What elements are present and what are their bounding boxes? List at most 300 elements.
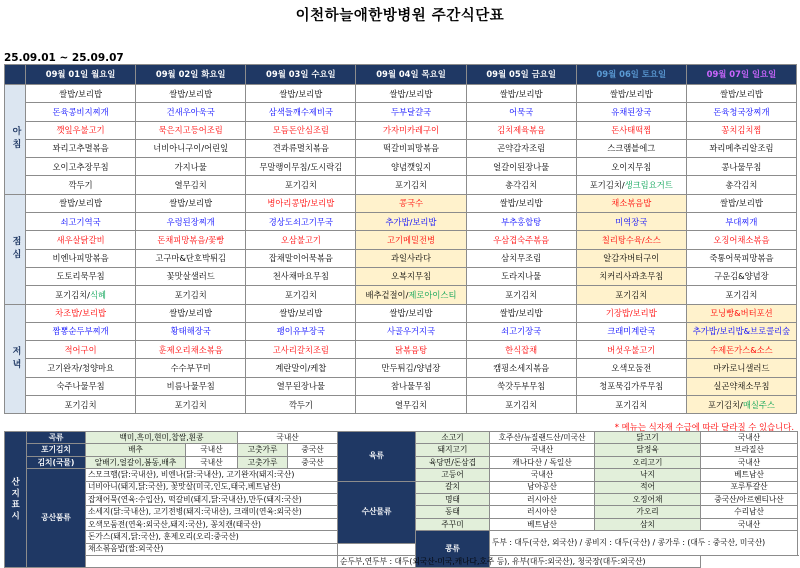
menu-item: 쌀밥/보리밥	[169, 308, 213, 319]
menu-item: 열무된장나물	[276, 381, 325, 392]
menu-item: 숙주나물무침	[56, 381, 105, 392]
menu-cell-mon	[26, 267, 136, 285]
menu-item: 꽈리메추리알조림	[709, 143, 774, 154]
menu-item: 포기김치	[284, 179, 317, 190]
menu-item: 도토리묵무침	[56, 271, 105, 282]
menu-item: 깻잎우불고기	[56, 125, 105, 136]
menu-cell-fri	[466, 194, 576, 212]
menu-cell-tue	[136, 158, 246, 176]
menu-item: 천사채마요무침	[272, 271, 329, 282]
kimchi-pepper: 고춧가루	[238, 444, 288, 456]
menu-row	[5, 213, 797, 231]
menu-cell-fri	[466, 322, 576, 340]
menu-item: 황태해장국	[170, 326, 211, 337]
menu-cell-tue	[136, 85, 246, 103]
menu-item: 한식잡채	[505, 344, 538, 355]
meat-origin2-0: 국내산	[701, 432, 798, 444]
day-header-thu: 09월 04일 목요일	[356, 65, 466, 85]
meat-origin-1: 국내산	[490, 444, 595, 456]
meat-origin2-2: 국내산	[701, 456, 798, 468]
processed-line-6: 채소볶음밥(쌀:외국산)	[86, 543, 338, 555]
menu-cell-mon	[26, 249, 136, 267]
sea-name2-4: 삼치	[595, 518, 701, 530]
header-corner	[5, 65, 26, 85]
menu-cell-wed	[246, 213, 356, 231]
menu-cell-mon	[26, 322, 136, 340]
menu-cell-fri	[466, 249, 576, 267]
menu-item: 오이지무침	[611, 161, 652, 172]
menu-cell-thu	[356, 121, 466, 139]
sea-name2-0: 낙지	[595, 469, 701, 481]
menu-cell-thu	[356, 359, 466, 377]
menu-item: 가자미카레구이	[382, 125, 440, 136]
menu-item: 쑥갓두부무침	[497, 381, 546, 392]
menu-cell-thu	[356, 139, 466, 157]
menu-item: 너비아니구이/어린잎	[153, 143, 229, 154]
menu-item: 쌀밥/보리밥	[609, 88, 653, 99]
sea-name-1: 갈치	[416, 481, 490, 493]
processed-line-2: 잡채어묵(연육:수입산), 떡갈비(돼지,닭:국내산),만두(돼지:국산)	[86, 493, 338, 505]
grain-value: 백미,흑미,현미,찹쌀,흰콩	[86, 432, 238, 444]
menu-cell-sat	[576, 267, 686, 285]
bean-label: 콩류	[416, 531, 490, 568]
menu-cell-thu	[356, 304, 466, 322]
menu-item: 모닝빵&버터포션	[710, 308, 773, 319]
menu-cell-sat	[576, 377, 686, 395]
menu-cell-wed	[246, 377, 356, 395]
menu-cell-fri	[466, 286, 576, 304]
menu-item: 쌀밥/보리밥	[499, 308, 543, 319]
menu-item: 오삼불고기	[280, 234, 321, 245]
menu-item: 오이고추장무침	[52, 161, 109, 172]
menu-cell-sun	[686, 176, 796, 194]
menu-cell-mon	[26, 176, 136, 194]
menu-cell-mon	[26, 85, 136, 103]
menu-cell-sat	[576, 121, 686, 139]
menu-item: 과일사라다	[390, 253, 432, 264]
menu-cell-wed	[246, 359, 356, 377]
menu-cell-wed	[246, 396, 356, 414]
meat-name2-0: 닭고기	[595, 432, 701, 444]
menu-change-note: * 메뉴는 식자재 수급에 따라 달라질 수 있습니다.	[614, 422, 794, 432]
menu-cell-tue	[136, 359, 246, 377]
sea-origin2-3: 수리남산	[701, 506, 798, 518]
menu-item: 쌀밥/보리밥	[719, 198, 763, 209]
menu-item: 포기김치	[174, 399, 207, 410]
menu-cell-fri	[466, 139, 576, 157]
menu-item: 쌀밥/보리밥	[389, 88, 433, 99]
weekly-menu-table	[4, 64, 797, 414]
processed-line-5: 돈가스(돼지,닭:국산), 훈제오리(오리:중국산)	[86, 531, 338, 543]
menu-item: 참나물무침	[390, 381, 432, 392]
menu-cell-wed	[246, 304, 356, 322]
sea-name2-2: 오징어채	[595, 493, 701, 505]
menu-cell-sun	[686, 249, 796, 267]
menu-cell-sat	[576, 341, 686, 359]
sea-origin-3: 러시아산	[490, 506, 595, 518]
menu-item-extra: 제로아이스티	[408, 289, 457, 300]
day-header-fri: 09월 05일 금요일	[466, 65, 576, 85]
menu-item: 고구마&단호박튀김	[155, 253, 226, 264]
menu-item: 깍두기	[68, 179, 93, 190]
menu-cell-mon	[26, 231, 136, 249]
menu-item: 계란말이/케찹	[275, 362, 327, 373]
menu-cell-sun	[686, 85, 796, 103]
menu-cell-wed	[246, 176, 356, 194]
page-title: 이천하늘애한방병원 주간식단표	[295, 8, 505, 24]
menu-row	[5, 377, 797, 395]
menu-cell-tue	[136, 213, 246, 231]
meat-name-2: 육당면/돈삼겹	[416, 456, 490, 468]
menu-cell-mon	[26, 304, 136, 322]
menu-item: 포기김치	[284, 289, 317, 300]
menu-item: 포기김치	[725, 289, 758, 300]
menu-cell-wed	[246, 194, 356, 212]
menu-item: 도라지나물	[501, 271, 542, 282]
menu-cell-fri	[466, 231, 576, 249]
menu-item: 쌀밥/보리밥	[499, 88, 543, 99]
meal-label: 저녁	[5, 304, 26, 414]
menu-row	[5, 121, 797, 139]
menu-item: 추가밥/보리밥&브로콜리숲	[692, 326, 791, 337]
meat-name-0: 소고기	[416, 432, 490, 444]
menu-item: 스크램블에그	[607, 143, 656, 154]
sea-origin2-1: 포루투갈산	[701, 481, 798, 493]
menu-row	[5, 249, 797, 267]
menu-cell-thu	[356, 213, 466, 231]
meat-name2-2: 오리고기	[595, 456, 701, 468]
menu-cell-tue	[136, 194, 246, 212]
menu-cell-tue	[136, 304, 246, 322]
bean-line-1: 순두부,연두부 : 대두(외국산-미국,캐나다,호주 등), 유부(대두:외국산), 청국장(대두:외국산)	[338, 555, 701, 567]
menu-item: 쌀밥/보리밥	[279, 308, 323, 319]
processed-line-0: 스모크햄(닭:국내산), 비엔나(닭:국내산), 고기완자(돼지:국산)	[86, 469, 338, 481]
menu-item: 콩나물무침	[721, 161, 762, 172]
menu-item: 병아리콩밥/보리밥	[267, 198, 335, 209]
processed-line-4: 오색모둠전(연육:외국산,돼지:국산), 꽁치캔(태국산)	[86, 518, 338, 530]
menu-item: 포기김치	[64, 399, 97, 410]
menu-cell-sat	[576, 213, 686, 231]
menu-cell-fri	[466, 121, 576, 139]
menu-cell-fri	[466, 176, 576, 194]
meat-label: 육류	[338, 432, 416, 482]
origin-side-label: 산지표시	[5, 432, 27, 568]
menu-item: 닭볶음탕	[394, 344, 428, 355]
menu-cell-thu	[356, 249, 466, 267]
menu-item: 쌀밥/보리밥	[279, 88, 323, 99]
menu-cell-sat	[576, 194, 686, 212]
menu-item: 수수부꾸미	[170, 362, 211, 373]
menu-item: 견과류멸치볶음	[272, 143, 329, 154]
menu-cell-mon	[26, 103, 136, 121]
menu-row	[5, 176, 797, 194]
menu-item: 깍두기	[288, 399, 313, 410]
menu-cell-mon	[26, 194, 136, 212]
menu-item: 어묵국	[509, 106, 534, 117]
menu-cell-sat	[576, 158, 686, 176]
menu-cell-sat	[576, 249, 686, 267]
menu-item: 포기김치/	[707, 399, 743, 410]
menu-item: 돈육콩비지찌개	[52, 106, 109, 117]
menu-cell-sat	[576, 103, 686, 121]
sea-name-2: 명태	[416, 493, 490, 505]
sea-origin-2: 러시아산	[490, 493, 595, 505]
menu-cell-thu	[356, 231, 466, 249]
menu-item: 김치제육볶음	[497, 125, 546, 136]
menu-cell-tue	[136, 396, 246, 414]
menu-cell-sat	[576, 231, 686, 249]
menu-item: 쌀밥/보리밥	[169, 88, 213, 99]
menu-item: 총각김치	[505, 179, 538, 190]
date-range: 25.09.01 ~ 25.09.07	[4, 52, 124, 64]
sea-name2-1: 적어	[595, 481, 701, 493]
menu-item: 알감자버터구이	[603, 253, 660, 264]
menu-cell-sat	[576, 396, 686, 414]
menu-cell-fri	[466, 341, 576, 359]
menu-cell-sun	[686, 359, 796, 377]
menu-cell-tue	[136, 231, 246, 249]
menu-cell-mon	[26, 213, 136, 231]
bean-line-0: 두부 : 대두(국산, 외국산) / 콩비지 : 대두(국산) / 콩가루 : (대두 : 중국산, 미국산)	[490, 531, 798, 556]
sea-origin2-0: 베트남산	[701, 469, 798, 481]
menu-item: 기장밥/보리밥	[605, 308, 657, 319]
meat-origin2-1: 브라질산	[701, 444, 798, 456]
menu-row	[5, 139, 797, 157]
menu-item: 고기메밀전병	[386, 234, 436, 245]
menu-item: 포기김치	[615, 289, 648, 300]
menu-item: 묵은지고등어조림	[158, 125, 223, 136]
menu-item: 두부달걀국	[390, 106, 432, 117]
menu-item: 차조밥/보리밥	[55, 308, 107, 319]
menu-item: 짬뽕순두부찌개	[52, 326, 109, 337]
menu-cell-thu	[356, 341, 466, 359]
day-header-sat: 09월 06일 토요일	[576, 65, 686, 85]
kimchi2-value: 알배기,얼갈이,봄동,배추	[86, 456, 186, 468]
menu-cell-thu	[356, 322, 466, 340]
sea-name-3: 동태	[416, 506, 490, 518]
kimchi2-cabbage-origin: 국내산	[186, 456, 238, 468]
meal-label: 점심	[5, 194, 26, 304]
sea-label: 수산물류	[338, 481, 416, 543]
menu-item: 경상도쇠고기무국	[268, 216, 333, 227]
menu-item: 우렁된장찌개	[166, 216, 215, 227]
menu-cell-sat	[576, 304, 686, 322]
grain-label: 곡류	[27, 432, 86, 444]
kimchi-cabbage: 배추	[86, 444, 186, 456]
menu-cell-thu	[356, 194, 466, 212]
menu-cell-sun	[686, 396, 796, 414]
day-header-sun: 09월 07일 일요일	[686, 65, 796, 85]
menu-cell-thu	[356, 396, 466, 414]
kimchi-label: 포기김치	[27, 444, 86, 456]
menu-item: 치커리사과초무침	[599, 271, 664, 282]
menu-cell-wed	[246, 121, 356, 139]
menu-cell-sun	[686, 121, 796, 139]
menu-cell-sun	[686, 341, 796, 359]
menu-cell-wed	[246, 286, 356, 304]
menu-item: 채소볶음밥	[611, 198, 652, 209]
menu-item: 부추홍합탕	[501, 216, 542, 227]
menu-cell-fri	[466, 377, 576, 395]
menu-cell-wed	[246, 139, 356, 157]
menu-item: 버섯우불고기	[607, 344, 656, 355]
meat-origin-2: 캐나다산 / 독일산	[490, 456, 595, 468]
menu-row	[5, 322, 797, 340]
menu-item: 죽통어묵피망볶음	[709, 253, 774, 264]
menu-cell-tue	[136, 249, 246, 267]
menu-row	[5, 396, 797, 414]
menu-item: 구운김&양념장	[714, 271, 769, 282]
menu-item: 팽이유부장국	[276, 326, 325, 337]
sea-origin-0: 국내산	[490, 469, 595, 481]
menu-cell-mon	[26, 121, 136, 139]
menu-cell-tue	[136, 322, 246, 340]
menu-cell-fri	[466, 267, 576, 285]
menu-cell-fri	[466, 85, 576, 103]
menu-item: 떡갈비피망볶음	[382, 143, 440, 154]
kimchi2-label: 김치(국물)	[27, 456, 86, 468]
menu-item-extra: 식혜	[89, 289, 107, 300]
menu-item: 얼갈이된장나물	[493, 161, 550, 172]
day-header-tue: 09월 02일 화요일	[136, 65, 246, 85]
menu-item: 쌀밥/보리밥	[719, 88, 763, 99]
menu-cell-fri	[466, 213, 576, 231]
menu-item: 미역장국	[615, 216, 648, 227]
sea-name-0: 고등어	[416, 469, 490, 481]
menu-cell-sat	[576, 139, 686, 157]
menu-item: 꽃맛살샐러드	[166, 271, 215, 282]
menu-item: 돈채피망볶음/꽃빵	[157, 234, 225, 245]
sea-name2-3: 가오리	[595, 506, 701, 518]
day-header-wed: 09월 03일 수요일	[246, 65, 356, 85]
menu-item: 비엔나피망볶음	[52, 253, 109, 264]
menu-item: 쌀밥/보리밥	[499, 198, 543, 209]
menu-cell-thu	[356, 377, 466, 395]
menu-item: 돈육청국장찌개	[713, 106, 770, 117]
meat-name2-1: 닭정육	[595, 444, 701, 456]
sea-name-4: 주꾸미	[416, 518, 490, 530]
day-header-row	[5, 65, 797, 85]
menu-cell-thu	[356, 103, 466, 121]
menu-cell-mon	[26, 377, 136, 395]
menu-row	[5, 85, 797, 103]
menu-item: 칠리탕수육/소스	[601, 234, 661, 245]
menu-item: 적어구이	[64, 344, 97, 355]
menu-item: 포기김치	[615, 399, 648, 410]
menu-item: 열무김치	[174, 179, 207, 190]
menu-item: 고사리갈치조림	[272, 344, 329, 355]
menu-cell-thu	[356, 286, 466, 304]
menu-item: 잡채말이어묵볶음	[268, 253, 333, 264]
menu-cell-wed	[246, 322, 356, 340]
menu-cell-sun	[686, 139, 796, 157]
menu-item: 모듬돈안심조림	[272, 125, 329, 136]
menu-cell-wed	[246, 267, 356, 285]
menu-item: 오색모둠전	[611, 362, 652, 373]
menu-cell-mon	[26, 286, 136, 304]
menu-row	[5, 158, 797, 176]
menu-cell-sat	[576, 176, 686, 194]
menu-item: 곤약감자조림	[497, 143, 546, 154]
menu-cell-fri	[466, 158, 576, 176]
menu-cell-sun	[686, 103, 796, 121]
menu-item: 사골우거지국	[386, 326, 436, 337]
menu-cell-thu	[356, 176, 466, 194]
menu-cell-tue	[136, 377, 246, 395]
menu-item: 우삼겹숙주볶음	[493, 234, 550, 245]
meat-name-1: 돼지고기	[416, 444, 490, 456]
processed-label: 공산품류	[27, 469, 86, 568]
menu-item: 오복지무침	[390, 271, 432, 282]
menu-item: 오징어채소볶음	[713, 234, 770, 245]
menu-cell-wed	[246, 103, 356, 121]
menu-item: 돈사태떡찜	[611, 125, 652, 136]
menu-cell-tue	[136, 121, 246, 139]
menu-item: 쌀밥/보리밥	[169, 198, 213, 209]
menu-item: 유채된장국	[611, 106, 652, 117]
menu-cell-mon	[26, 396, 136, 414]
processed-empty	[86, 555, 338, 567]
processed-line-1: 너비아니(돼지,닭:국산), 꽃맛살(미국,인도,태국,베트남산)	[86, 481, 338, 493]
menu-item: 열무김치	[394, 399, 428, 410]
menu-item: 삼치무조림	[501, 253, 542, 264]
menu-item: 쌀밥/보리밥	[389, 308, 433, 319]
menu-item: 비름나물무침	[166, 381, 215, 392]
menu-item: 만두튀김/양념장	[381, 362, 441, 373]
menu-item: 총각김치	[725, 179, 758, 190]
menu-cell-thu	[356, 85, 466, 103]
menu-cell-thu	[356, 158, 466, 176]
menu-cell-wed	[246, 85, 356, 103]
grain-origin: 국내산	[238, 432, 338, 444]
kimchi-pepper-origin: 중국산	[288, 444, 338, 456]
menu-item: 포기김치	[505, 399, 538, 410]
menu-item: 건새우아욱국	[166, 106, 215, 117]
menu-cell-sun	[686, 286, 796, 304]
menu-row	[5, 341, 797, 359]
menu-cell-sun	[686, 377, 796, 395]
menu-item: 포기김치	[394, 179, 428, 190]
menu-row	[5, 286, 797, 304]
menu-row	[5, 194, 797, 212]
menu-cell-sun	[686, 304, 796, 322]
menu-cell-mon	[26, 139, 136, 157]
menu-item: 부대찌개	[725, 216, 758, 227]
kimchi-cabbage-origin: 국내산	[186, 444, 238, 456]
menu-item: 무말랭이무침/도시락김	[259, 161, 343, 172]
menu-item: 포기김치	[174, 289, 207, 300]
menu-item: 쌀밥/보리밥	[59, 198, 102, 209]
menu-item-extra: 매실주스	[742, 399, 775, 410]
menu-item-extra: 생크림요거트	[624, 179, 673, 190]
menu-cell-wed	[246, 249, 356, 267]
menu-cell-mon	[26, 359, 136, 377]
menu-cell-tue	[136, 267, 246, 285]
menu-item: 포기김치/	[55, 289, 90, 300]
menu-cell-wed	[246, 341, 356, 359]
menu-row	[5, 231, 797, 249]
menu-item: 청포묵김가루무침	[599, 381, 664, 392]
menu-item: 삼색들깨수제비국	[268, 106, 333, 117]
menu-item: 캠핑소세지볶음	[493, 362, 550, 373]
menu-row	[5, 359, 797, 377]
menu-item: 배추겉절이/	[365, 289, 409, 300]
menu-item: 추가밥/보리밥	[385, 216, 437, 227]
origin-table	[4, 431, 798, 568]
meat-origin-0: 호주산/뉴질랜드산/미국산	[490, 432, 595, 444]
menu-item: 새우살닭갈비	[56, 234, 105, 245]
menu-item: 수제돈가스&소스	[710, 344, 773, 355]
